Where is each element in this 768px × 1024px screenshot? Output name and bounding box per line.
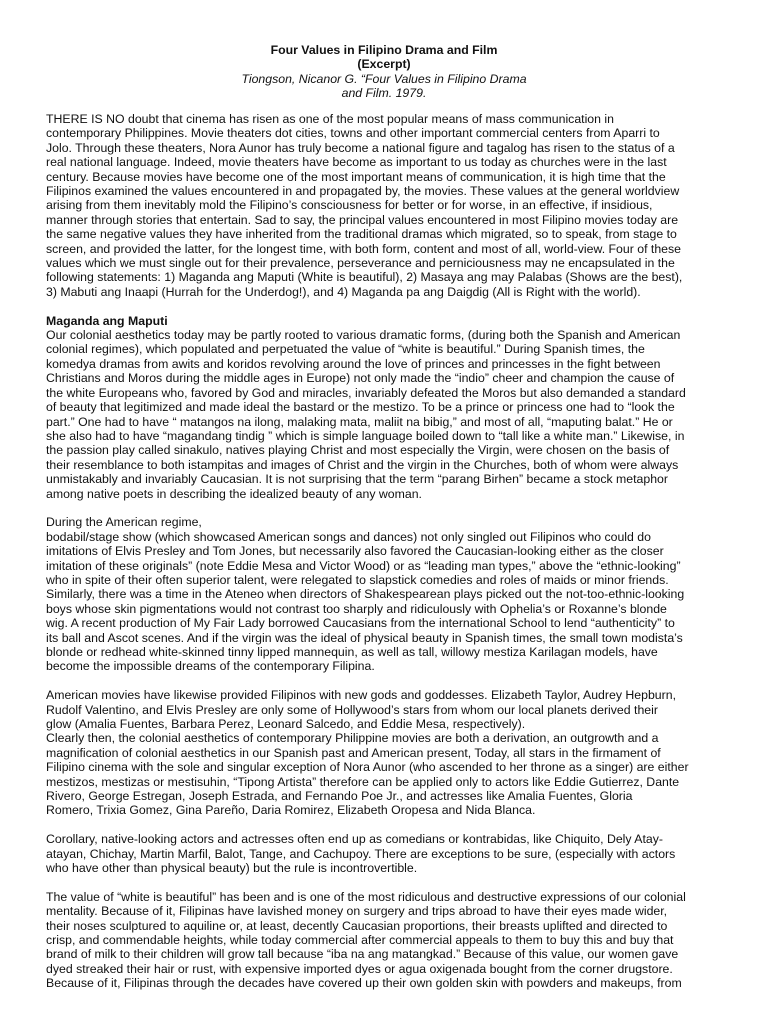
colonial-aesthetics-paragraph: Our colonial aesthetics today may be partly rooted to various dramatic forms, (during both the Spanish and American colonial regimes), which populated and perpetuated the value of “white is beautiful.” During Spanish times, the komedya dramas from awits and koridos revolving around the love of princes and princesses in the fight between Christians and Moros during the middle ages in Europe) not only made the “indio” cheer and champion the cause of the white Europeans who, favored by God and miracles, invariably defeated the Moros but also demanded a standard of beauty that legitimized and made ideal the bastard or the mestizo. To be a prince or princess one had to “look the part.” One had to have “ matangos na ilong, malaking mata, maliit na bibig,” and most of all, “maputing balat.” He or she also had to have “magandang tindig ” which is simple language boiled down to “tall like a white man.” Likewise, in the passion play called sinakulo, natives playing Christ and most especially the Virgin, were chosen on the basis of their resemblance to both istampitas and images of Christ and the virgin in the Churches, both of whom were always unmistakably and invariably Caucasian. It is not surprising that the term “parang Birhen” became a stock metaphor among native poets in describing the idealized beauty of any woman. xyxy=(46,328,686,501)
document-body xyxy=(46,112,726,991)
title-line-2: (Excerpt) xyxy=(357,57,411,72)
section-heading: Maganda ang Maputi xyxy=(46,313,168,328)
corollary-paragraph: Corollary, native-looking actors and actresses often end up as comedians or kontrabidas, like Chiquito, Dely Atay- atayan, Chichay, Martin Marfil, Balot, Tange, and Cachupoy. There are exceptions to be sure, (especially with actors who have other than physical beauty) but the rule is incontrovertible. xyxy=(46,832,676,876)
citation-line-2: and Film. 1979. xyxy=(341,86,427,101)
american-movies-paragraph: American movies have likewise provided Filipinos with new gods and goddesses. Elizabeth Taylor, Audrey Hepburn, Rudolf Valentino, and Elvis Presley are only some of Hollywood’s stars from whom our local planets derived their glow (Amalia Fuentes, Barbara Perez, Leonard Salcedo, and Eddie Mesa, respectively). xyxy=(46,688,676,732)
document-header xyxy=(0,43,768,101)
citation-line-1: Tiongson, Nicanor G. “Four Values in Filipino Drama xyxy=(241,71,527,86)
clearly-then-paragraph: Clearly then, the colonial aesthetics of contemporary Philippine movies are both a derivation, an outgrowth and a magnification of colonial aesthetics in our Spanish past and American present, Today, all stars in the firmament of Filipino cinema with the sole and singular exception of Nora Aunor (who ascended to her throne as a singer) are either mestizos, mestizas or mestisuhin, “Tipong Artista” therefore can be applied only to actors like Eddie Gutierrez, Dante Rivero, George Estregan, Joseph Estrada, and Fernando Poe Jr., and actresses like Amalia Fuentes, Gloria Romero, Trixia Gomez, Gina Pareño, Daria Romirez, Elizabeth Oropesa and Nida Blanca. xyxy=(46,731,689,818)
white-is-beautiful-paragraph: The value of “white is beautiful” has been and is one of the most ridiculous and destructive expressions of our colonial mentality. Because of it, Filipinas have lavished money on surgery and trips abroad to have their eyes made wider, their noses sculptured to aquiline or, at least, decently Caucasian proportions, their breasts uplifted and directed to crisp, and commendable heights, while today commercial after commercial appeals to them to buy this and buy that brand of milk to their children will grow tall because “iba na ang matangkad.” Because of this value, our women gave dyed streaked their hair or rust, with expensive imported dyes or agua oxigenada bought from the corner drugstore. Because of it, Filipinas through the decades have covered up their own golden skin with powders and makeups, from xyxy=(46,889,686,991)
intro-paragraph: THERE IS NO doubt that cinema has risen as one of the most popular means of mass communication in contemporary Philippines. Movie theaters dot cities, towns and other important commercial centers from Aparri to Jolo. Through these theaters, Nora Aunor has truly become a national figure and tagalog has risen to the status of a real national language. Indeed, movie theaters have become as important to us today as churches were in the last century. Because movies have become one of the most important means of communication, it is high time that the Filipinos examined the values encountered in and propagated by, the movies. These values at the general worldview arising from them inevitably mold the Filipino’s consciousness for better or for worse, in an effective, if insidious, manner through stories that entertain. Sad to say, the principal values encountered in most Filipino movies today are the same negative values they have inherited from the traditional dramas which migrated, so to speak, from stage to screen, and provided the latter, for the longest time, with both form, content and most of all, world-view. Four of these values which we must single out for their prevalence, perseverance and perniciousness may ne encapsulated in the following statements: 1) Maganda ang Maputi (White is beautiful), 2) Masaya ang may Palabas (Shows are the best), 3) Mabuti ang Inaapi (Hurrah for the Underdog!), and 4) Maganda pa ang Daigdig (All is Right with the world). xyxy=(46,112,683,299)
american-regime-paragraph: During the American regime, bodabil/stage show (which showcased American songs and dances) not only singled out Filipinos who could do imitations of Elvis Presley and Tom Jones, but necessarily also favored the Caucasian-looking either as the closer imitation of these originals” (note Eddie Mesa and Victor Wood) or as “leading man types,” above the “ethnic-looking” who in spite of their often superior talent, were relegated to slapstick comedies and roles of maids or minor friends. Similarly, there was a time in the Ateneo when directors of Shakespearean plays picked out the not-too-ethnic-looking boys whose skin pigmentations would not contrast too sharply and ridiculously with Ophelia’s or Roxanne’s blonde wig. A recent production of My Fair Lady borrowed Caucasians from the international School to lend “authenticity” to its ball and Ascot scenes. And if the virgin was the ideal of physical beauty in Spanish times, the small town modista’s blonde or redhead white-skinned tinny lipped mannequin, as well as tall, willowy mestiza Karilagan models, have become the impossible dreams of the contemporary Filipina. xyxy=(46,515,685,674)
title-line-1: Four Values in Filipino Drama and Film xyxy=(270,43,498,57)
